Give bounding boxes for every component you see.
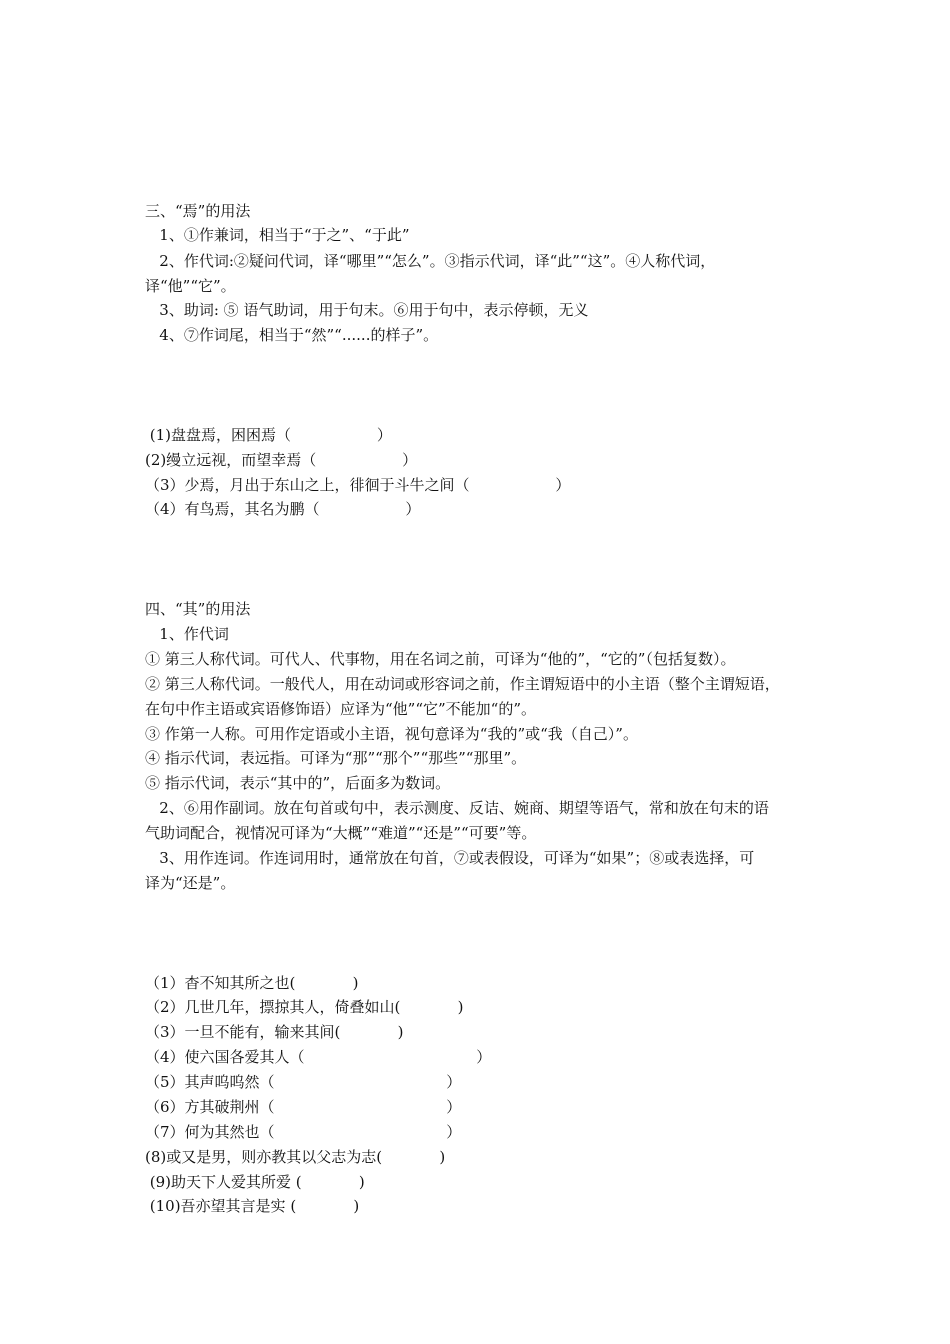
section4-line: 气助词配合，视情况可译为“大概”“难道”“还是”“可要”等。 [145,824,537,842]
section3-line: 4、⑦作词尾，相当于“然”“......的样子”。 [145,326,439,344]
section3-line: 3、助词: ⑤ 语气助词，用于句末。⑥用于句中，表示停顿，无义 [145,301,589,319]
section4-line: ② 第三人称代词。一般代人，用在动词或形容词之前，作主谓短语中的小主语（整个主谓短语， [145,675,780,693]
section4-exercise: (9)助天下人爱其所爱 ( ) [145,1173,365,1191]
section4-exercise: （5）其声呜呜然（ ） [145,1073,462,1091]
section4-line: 3、用作连词。作连词用时，通常放在句首，⑦或表假设，可译为“如果”；⑧或表选择，可 [145,849,755,867]
section4-exercise: （4）使六国各爱其人（ ） [145,1048,492,1066]
section4-line: ③ 作第一人称。可用作定语或小主语，视句意译为“我的”或“我（自己）”。 [145,725,638,743]
section4-line: ④ 指示代词，表远指。可译为“那”“那个”“那些”“那里”。 [145,749,527,767]
section4-line: 1、作代词 [145,625,229,643]
section4-exercise: (8)或又是男，则亦教其以父志为志( ) [145,1148,446,1166]
section4-line: 在句中作主语或宾语修饰语）应译为“他”“它”不能加“的”。 [145,700,537,718]
section4-exercise: （1）杳不知其所之也( ) [145,974,359,992]
section3-exercise: （3）少焉，月出于东山之上，徘徊于斗牛之间（ ） [145,476,571,494]
section3-title: 三、“焉”的用法 [145,202,251,220]
section3-exercise: （4）有鸟焉，其名为鹏（ ） [145,500,421,518]
section3-exercise: (1)盘盘焉，困困焉（ ） [145,426,392,444]
section3-line: 1、①作兼词，相当于“于之”、“于此” [145,226,410,244]
section4-exercise: （3）一旦不能有，输来其间( ) [145,1023,404,1041]
section4-line: ① 第三人称代词。可代人、代事物，用在名词之前，可译为“他的”，“它的”（包括复数）。 [145,650,736,668]
section4-exercise: （7）何为其然也（ ） [145,1123,462,1141]
section4-line: ⑤ 指示代词，表示“其中的”，后面多为数词。 [145,774,451,792]
section4-line: 译为“还是”。 [145,874,236,892]
section4-exercise: (10)吾亦望其言是实 ( ) [145,1197,360,1215]
section3-line: 2、作代词:②疑问代词，译“哪里”“怎么”。③指示代词，译“此”“这”。④人称代词， [145,252,716,270]
section4-exercise: （2）几世几年，摽掠其人，倚叠如山( ) [145,998,464,1016]
section3-line: 译“他”“它”。 [145,277,236,295]
section4-line: 2、⑥用作副词。放在句首或句中，表示测度、反诘、婉商、期望等语气，常和放在句末的语 [145,799,769,817]
section4-title: 四、“其”的用法 [145,600,251,618]
section3-exercise: (2)缦立远视，而望幸焉（ ） [145,451,418,469]
section4-exercise: （6）方其破荆州（ ） [145,1098,462,1116]
